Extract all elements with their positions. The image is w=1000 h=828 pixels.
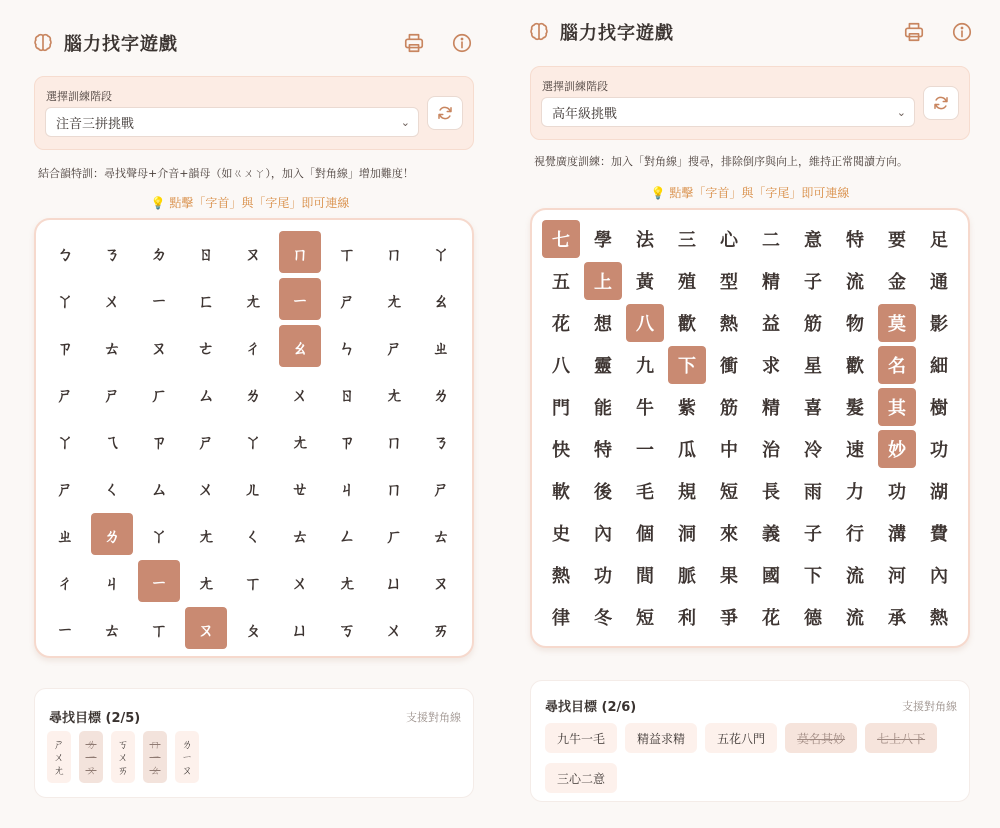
grid-cell[interactable]: ㄉ — [150, 244, 168, 265]
grid-cell[interactable]: ㄕ — [338, 291, 356, 312]
targets-panel — [530, 680, 970, 802]
grid-cell[interactable]: 爭 — [720, 608, 738, 629]
stage-description: 視覺廣度訓練：加入「對角線」搜尋，排除倒序與向上，維持正常閱讀方向。 — [534, 155, 908, 168]
target-chip-char: ㄤ — [53, 763, 65, 777]
target-chip: 三心二意 — [545, 763, 617, 793]
grid-cell[interactable]: 特 — [594, 440, 612, 461]
grid-cell[interactable]: ㄣ — [338, 338, 356, 359]
connect-hint: 💡 點擊「字首」與「字尾」即可連線 — [650, 186, 850, 200]
brain-icon — [528, 21, 550, 43]
grid-cell[interactable]: ㄏ — [150, 385, 168, 406]
grid-cell[interactable]: ㄅ — [56, 244, 74, 265]
grid-cell[interactable]: 其 — [878, 388, 916, 426]
stage-select[interactable] — [45, 107, 419, 137]
grid-cell[interactable]: 軟 — [552, 482, 570, 503]
grid-cell[interactable]: ㄤ — [197, 573, 215, 594]
grid-cell[interactable]: ㄏ — [385, 526, 403, 547]
chevron-down-icon: ⌄ — [896, 106, 906, 119]
app-header — [32, 27, 474, 59]
grid-cell[interactable]: ㄓ — [432, 338, 450, 359]
grid-cell[interactable]: 功 — [594, 566, 612, 587]
grid-cell[interactable]: 熱 — [720, 314, 738, 335]
grid-cell[interactable]: 星 — [804, 356, 822, 377]
grid-cell[interactable]: 德 — [804, 608, 822, 629]
grid-cell[interactable]: ㄇ — [385, 479, 403, 500]
grid-cell[interactable]: 七 — [542, 220, 580, 258]
grid-cell[interactable]: 個 — [636, 524, 654, 545]
grid-cell[interactable]: 莫 — [878, 304, 916, 342]
grid-cell[interactable]: ㄥ — [338, 526, 356, 547]
grid-cell[interactable]: ㄧ — [56, 620, 74, 641]
grid-cell[interactable]: ㄙ — [150, 479, 168, 500]
grid-cell[interactable]: ㄇ — [279, 231, 321, 273]
grid-cell[interactable]: 求 — [762, 356, 780, 377]
grid-cell[interactable]: ㄗ — [56, 338, 74, 359]
grid-cell[interactable]: 要 — [888, 230, 906, 251]
grid-cell[interactable]: ㄈ — [197, 291, 215, 312]
grid-cell[interactable]: ㄧ — [150, 291, 168, 312]
grid-cell[interactable]: ㄐ — [338, 479, 356, 500]
grid-cell[interactable]: ㄞ — [432, 620, 450, 641]
brain-icon — [32, 32, 54, 54]
grid-cell[interactable]: 快 — [552, 440, 570, 461]
character-board — [530, 208, 970, 648]
stage-select-value: 注音三拼挑戰 — [56, 116, 135, 132]
grid-cell[interactable]: 流 — [846, 608, 864, 629]
grid-cell[interactable]: 熱 — [552, 566, 570, 587]
targets-title: 尋找目標 (2/5) — [49, 711, 141, 726]
grid-cell[interactable]: ㄕ — [385, 338, 403, 359]
targets-panel — [34, 688, 474, 798]
target-chip-char: ㄨ — [53, 750, 65, 764]
grid-cell[interactable]: ㄡ — [150, 338, 168, 359]
grid-cell[interactable]: ㄤ — [244, 291, 262, 312]
grid-cell[interactable]: ㄡ — [185, 607, 227, 649]
grid-cell[interactable]: ㄒ — [338, 244, 356, 265]
target-list — [545, 723, 965, 793]
refresh-button[interactable] — [427, 96, 463, 130]
grid-cell[interactable]: 治 — [762, 440, 780, 461]
grid-cell[interactable]: 花 — [762, 608, 780, 629]
target-chip — [111, 731, 135, 783]
grid-cell[interactable]: ㄗ — [150, 432, 168, 453]
diagonal-support-note: 支援對角線 — [902, 700, 957, 713]
grid-cell[interactable]: ㄨ — [197, 479, 215, 500]
print-icon[interactable] — [402, 31, 426, 55]
grid-cell[interactable]: 通 — [930, 272, 948, 293]
grid-cell[interactable]: ㄠ — [432, 291, 450, 312]
app-title: 腦力找字遊戲 — [560, 23, 674, 44]
targets-title: 尋找目標 (2/6) — [545, 700, 637, 715]
connect-hint: 💡 點擊「字首」與「字尾」即可連線 — [150, 196, 350, 210]
grid-cell[interactable]: ㄚ — [56, 432, 74, 453]
grid-cell[interactable]: 史 — [552, 524, 570, 545]
target-chip-char: ㄇ — [149, 737, 161, 751]
grid-cell[interactable]: 瓜 — [678, 440, 696, 461]
grid-cell[interactable]: 義 — [762, 524, 780, 545]
grid-cell[interactable]: 黃 — [636, 272, 654, 293]
grid-cell[interactable]: ㄐ — [103, 573, 121, 594]
grid-cell[interactable]: 後 — [594, 482, 612, 503]
grid-cell[interactable]: ㄔ — [244, 338, 262, 359]
grid-cell[interactable]: ㄦ — [244, 479, 262, 500]
grid-cell[interactable]: 筋 — [804, 314, 822, 335]
grid-cell[interactable]: ㄚ — [150, 526, 168, 547]
grid-cell[interactable]: 功 — [888, 482, 906, 503]
grid-cell[interactable]: 內 — [930, 566, 948, 587]
grid-cell[interactable]: ㄨ — [103, 291, 121, 312]
grid-cell[interactable]: ㄌ — [432, 385, 450, 406]
target-list — [47, 731, 199, 783]
grid-cell[interactable]: 靈 — [594, 356, 612, 377]
letter-grid — [42, 229, 466, 649]
grid-cell[interactable]: 國 — [762, 566, 780, 587]
target-chip — [79, 731, 103, 783]
stage-description: 結合韻特訓：尋找聲母+介音+韻母（如ㄍㄨㄚ），加入「對角線」增加難度！ — [38, 167, 414, 180]
screen-idioms — [500, 0, 1000, 828]
grid-cell[interactable]: 流 — [846, 272, 864, 293]
grid-cell[interactable]: 脈 — [678, 566, 696, 587]
info-icon[interactable] — [950, 20, 974, 44]
grid-cell[interactable]: ㄕ — [56, 385, 74, 406]
target-chip: 五花八門 — [705, 723, 777, 753]
grid-cell[interactable]: 物 — [846, 314, 864, 335]
stage-label: 選擇訓練階段 — [46, 90, 112, 103]
grid-cell[interactable]: 間 — [636, 566, 654, 587]
grid-cell[interactable]: 功 — [930, 440, 948, 461]
grid-cell[interactable]: ㄝ — [291, 479, 309, 500]
target-chip-char: ㄌ — [181, 737, 193, 751]
grid-cell[interactable]: 殖 — [678, 272, 696, 293]
grid-cell[interactable]: 子 — [804, 272, 822, 293]
grid-cell[interactable]: ㄠ — [279, 325, 321, 367]
grid-cell[interactable]: 河 — [888, 566, 906, 587]
grid-cell[interactable]: ㄗ — [338, 432, 356, 453]
grid-cell[interactable]: 牛 — [636, 398, 654, 419]
stage-selector-card — [34, 76, 474, 150]
grid-cell[interactable]: 型 — [720, 272, 738, 293]
grid-cell[interactable]: ㄓ — [56, 526, 74, 547]
grid-cell[interactable]: ㄡ — [244, 244, 262, 265]
refresh-icon — [436, 104, 454, 122]
grid-cell[interactable]: ㄟ — [103, 432, 121, 453]
target-chip: 莫名其妙 — [785, 723, 857, 753]
grid-cell[interactable]: ㄧ — [138, 560, 180, 602]
grid-cell[interactable]: ㄧ — [279, 278, 321, 320]
grid-cell[interactable]: ㄚ — [432, 244, 450, 265]
grid-cell[interactable]: 影 — [930, 314, 948, 335]
grid-cell[interactable]: 想 — [594, 314, 612, 335]
grid-cell[interactable]: ㄤ — [291, 432, 309, 453]
grid-cell[interactable]: 短 — [636, 608, 654, 629]
grid-cell[interactable]: 子 — [804, 524, 822, 545]
grid-cell[interactable]: 足 — [930, 230, 948, 251]
grid-cell[interactable]: 門 — [552, 398, 570, 419]
grid-cell[interactable]: 長 — [762, 482, 780, 503]
grid-cell[interactable]: ㄩ — [291, 620, 309, 641]
target-chip-char: ㄡ — [181, 763, 193, 777]
grid-cell[interactable]: 三 — [678, 230, 696, 251]
grid-cell[interactable]: ㄡ — [432, 573, 450, 594]
grid-cell[interactable]: 熱 — [930, 608, 948, 629]
grid-cell[interactable]: 五 — [552, 272, 570, 293]
grid-cell[interactable]: 八 — [626, 304, 664, 342]
target-chip-char: ㄠ — [149, 763, 161, 777]
print-icon[interactable] — [902, 20, 926, 44]
grid-cell[interactable]: ㄕ — [432, 479, 450, 500]
grid-cell[interactable]: ㄊ — [103, 338, 121, 359]
grid-cell[interactable]: ㄊ — [103, 620, 121, 641]
grid-cell[interactable]: 利 — [678, 608, 696, 629]
grid-cell[interactable]: ㄌ — [91, 513, 133, 555]
target-chip: 精益求精 — [625, 723, 697, 753]
target-chip — [47, 731, 71, 783]
grid-cell[interactable]: 衝 — [720, 356, 738, 377]
grid-cell[interactable]: 短 — [720, 482, 738, 503]
grid-cell[interactable]: 溝 — [888, 524, 906, 545]
grid-cell[interactable]: 意 — [804, 230, 822, 251]
grid-cell[interactable]: 心 — [720, 230, 738, 251]
character-grid — [540, 218, 960, 638]
grid-cell[interactable]: ㄚ — [244, 432, 262, 453]
grid-cell[interactable]: ㄒ — [150, 620, 168, 641]
grid-cell[interactable]: 來 — [720, 524, 738, 545]
grid-cell[interactable]: 規 — [678, 482, 696, 503]
grid-cell[interactable]: ㄊ — [291, 526, 309, 547]
grid-cell[interactable]: 下 — [668, 346, 706, 384]
grid-cell[interactable]: 金 — [888, 272, 906, 293]
grid-cell[interactable]: ㄨ — [385, 620, 403, 641]
grid-cell[interactable]: 歡 — [678, 314, 696, 335]
grid-cell[interactable]: 流 — [846, 566, 864, 587]
grid-cell[interactable]: 二 — [762, 230, 780, 251]
target-chip-char: ㄡ — [85, 763, 97, 777]
grid-cell[interactable]: 名 — [878, 346, 916, 384]
grid-cell[interactable]: 力 — [846, 482, 864, 503]
letter-board — [34, 218, 474, 658]
target-chip-char: ㄌ — [85, 737, 97, 751]
grid-cell[interactable]: 九 — [636, 356, 654, 377]
grid-cell[interactable]: 內 — [594, 524, 612, 545]
grid-cell[interactable]: 洞 — [678, 524, 696, 545]
grid-cell[interactable]: 果 — [720, 566, 738, 587]
grid-cell[interactable]: ㄊ — [432, 526, 450, 547]
grid-cell[interactable]: 歡 — [846, 356, 864, 377]
grid-cell[interactable]: 精 — [762, 398, 780, 419]
grid-cell[interactable]: ㄆ — [244, 620, 262, 641]
stage-label: 選擇訓練階段 — [542, 80, 608, 93]
grid-cell[interactable]: ㄖ — [338, 385, 356, 406]
grid-cell[interactable]: 湖 — [930, 482, 948, 503]
grid-cell[interactable]: 髮 — [846, 398, 864, 419]
grid-cell[interactable]: 雨 — [804, 482, 822, 503]
grid-cell[interactable]: 特 — [846, 230, 864, 251]
target-chip-char: ㄧ — [85, 750, 97, 764]
target-chip — [143, 731, 167, 783]
grid-cell[interactable]: 花 — [552, 314, 570, 335]
target-chip-char: ㄕ — [53, 737, 65, 751]
target-chip: 七上八下 — [865, 723, 937, 753]
target-chip-char: ㄞ — [117, 763, 129, 777]
grid-cell[interactable]: 法 — [636, 230, 654, 251]
grid-cell[interactable]: 下 — [804, 566, 822, 587]
grid-cell[interactable]: 喜 — [804, 398, 822, 419]
target-chip-char: ㄎ — [117, 737, 129, 751]
grid-cell[interactable]: ㄌ — [244, 385, 262, 406]
grid-cell[interactable]: ㄖ — [197, 244, 215, 265]
grid-cell[interactable]: ㄤ — [197, 526, 215, 547]
grid-cell[interactable]: ㄤ — [338, 573, 356, 594]
grid-cell[interactable]: 承 — [888, 608, 906, 629]
grid-cell[interactable]: ㄕ — [197, 432, 215, 453]
refresh-icon — [932, 94, 950, 112]
grid-cell[interactable]: ㄑ — [244, 526, 262, 547]
grid-cell[interactable]: ㄒ — [244, 573, 262, 594]
grid-cell[interactable]: ㄋ — [432, 432, 450, 453]
grid-cell[interactable]: 冬 — [594, 608, 612, 629]
grid-cell[interactable]: 筋 — [720, 398, 738, 419]
grid-cell[interactable]: 中 — [720, 440, 738, 461]
grid-cell[interactable]: 八 — [552, 356, 570, 377]
grid-cell[interactable]: 一 — [636, 440, 654, 461]
grid-cell[interactable]: ㄇ — [385, 432, 403, 453]
grid-cell[interactable]: ㄇ — [385, 244, 403, 265]
target-chip — [175, 731, 199, 783]
grid-cell[interactable]: ㄤ — [385, 385, 403, 406]
grid-cell[interactable]: ㄜ — [197, 338, 215, 359]
grid-cell[interactable]: ㄤ — [385, 291, 403, 312]
grid-cell[interactable]: ㄩ — [385, 573, 403, 594]
grid-cell[interactable]: 精 — [762, 272, 780, 293]
target-chip-char: ㄧ — [149, 750, 161, 764]
grid-cell[interactable]: 妙 — [878, 430, 916, 468]
grid-cell[interactable]: 學 — [594, 230, 612, 251]
target-chip-char: ㄧ — [181, 750, 193, 764]
app-header — [528, 16, 974, 48]
grid-cell[interactable]: 益 — [762, 314, 780, 335]
grid-cell[interactable]: 細 — [930, 356, 948, 377]
grid-cell[interactable]: 能 — [594, 398, 612, 419]
target-chip-char: ㄨ — [117, 750, 129, 764]
grid-cell[interactable]: ㄔ — [56, 573, 74, 594]
grid-cell[interactable]: ㄑ — [103, 479, 121, 500]
info-icon[interactable] — [450, 31, 474, 55]
refresh-button[interactable] — [923, 86, 959, 120]
grid-cell[interactable]: ㄕ — [103, 385, 121, 406]
diagonal-support-note: 支援對角線 — [406, 711, 461, 724]
grid-cell[interactable]: ㄎ — [338, 620, 356, 641]
app-title: 腦力找字遊戲 — [64, 34, 178, 55]
grid-cell[interactable]: 速 — [846, 440, 864, 461]
grid-cell[interactable]: 毛 — [636, 482, 654, 503]
grid-cell[interactable]: ㄨ — [291, 573, 309, 594]
grid-cell[interactable]: 上 — [584, 262, 622, 300]
grid-cell[interactable]: 行 — [846, 524, 864, 545]
grid-cell[interactable]: 律 — [552, 608, 570, 629]
grid-cell[interactable]: ㄨ — [291, 385, 309, 406]
grid-cell[interactable]: ㄚ — [56, 291, 74, 312]
chevron-down-icon: ⌄ — [400, 116, 410, 129]
grid-cell[interactable]: 費 — [930, 524, 948, 545]
grid-cell[interactable]: 樹 — [930, 398, 948, 419]
stage-select[interactable] — [541, 97, 915, 127]
stage-selector-card — [530, 66, 970, 140]
grid-cell[interactable]: ㄋ — [103, 244, 121, 265]
grid-cell[interactable]: ㄙ — [197, 385, 215, 406]
target-chip: 九牛一毛 — [545, 723, 617, 753]
grid-cell[interactable]: 冷 — [804, 440, 822, 461]
grid-cell[interactable]: 紫 — [678, 398, 696, 419]
stage-select-value: 高年級挑戰 — [552, 106, 618, 122]
grid-cell[interactable]: ㄕ — [56, 479, 74, 500]
